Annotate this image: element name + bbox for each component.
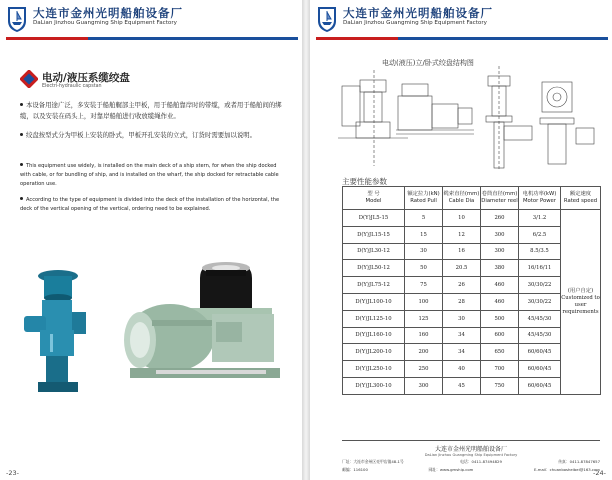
right-page [310, 0, 612, 480]
footer-company-cn: 大连市金州光明船舶设备厂 [434, 446, 507, 453]
en-paragraph-1: This equipment use widely, is installed on the main deck of a ship stern, for when the ship docked with cable, or for bundling of ship, and is installed on the wharf, the ship docked for retractable cable operation use. [20, 163, 279, 187]
header-color-bar [6, 37, 298, 40]
table-row: D(Y)JL5-15 5 10 260 3/1.2 (用户自定) Customized to user requirements [343, 210, 601, 227]
table-row: D(Y)JL250-10 250 40 700 60/60/45 [343, 361, 601, 378]
footer-email-link[interactable]: E-mail：chuanbosheibei@163.com [533, 467, 600, 472]
page-number-left: -23- [6, 469, 19, 477]
column-header: 卷筒直径(mm) Diameter reel [481, 187, 519, 210]
drawing-title: 电动(液压)立/卧式绞盘结构图 [382, 59, 474, 67]
footer-address-line: 厂址：大连市金州区亮甲店镇48-1号 电话：0411-87494829 传真：0411-87847657 [342, 459, 600, 464]
table-header-row [343, 187, 601, 210]
left-page [0, 0, 302, 480]
table-title: 主要性能参数 [342, 177, 387, 186]
spec-table [342, 186, 601, 395]
section-mark-icon [20, 70, 38, 88]
company-name-cn: 大连市金州光明船舶设备厂 [343, 6, 493, 20]
company-name-cn: 大连市金州光明船舶设备厂 [33, 6, 183, 20]
table-row: D(Y)JL300-10 300 45 750 60/60/45 [343, 377, 601, 394]
vertical-capstan-image [20, 262, 100, 398]
cn-paragraph-1: 本设备用途广泛，多安装于船舶艉部主甲板，用于船舶靠岸时的带缆，或者用于船舶间的绑缆，以及安装在码头上，对靠岸船舶进行收放缆绳作业。 [20, 101, 282, 120]
table-row: D(Y)JL30-12 30 16 300 8.5/3.5 [343, 243, 601, 260]
company-logo [316, 5, 338, 33]
column-header: 缆索直径(mm) Cable Dia [443, 187, 481, 210]
table-row: D(Y)JL15-15 15 12 300 6/2.5 [343, 226, 601, 243]
footer-contact-line: 邮编：116100 网址：www.gmship.com E-mail：chuanbosheibei@163.com [342, 467, 600, 472]
table-row: D(Y)JL200-10 200 34 650 60/60/45 [343, 344, 601, 361]
page-gutter [302, 0, 310, 480]
section-subtitle: Electri-hydraulic capstan [42, 84, 102, 89]
header-color-bar [316, 37, 608, 40]
column-header: 型 号 Model [343, 187, 405, 210]
table-row: D(Y)JL125-10 125 30 500 45/45/30 [343, 310, 601, 327]
footer-website-link[interactable]: 网址：www.gmship.com [428, 467, 474, 472]
company-name-en: DaLian Jinzhou Guangming Ship Equipment Factory [343, 20, 487, 26]
section-title: 电动/液压系缆绞盘 [42, 72, 130, 84]
column-header: 额定拉力(kN) Rated Pull [405, 187, 443, 210]
company-name-en: DaLian Jinzhou Guangming Ship Equipment Factory [33, 20, 177, 26]
en-paragraph-2: According to the type of equipment is divided into the deck of the installation of the horizontal, the deck of the vertical opening of the vertical, ordering need to be explained. [20, 197, 280, 212]
footer-company-en: DaLian Jinzhou Guangming Ship Equipment Factory [424, 453, 518, 457]
cn-paragraph-2: 绞盘按型式分为甲板上安装的卧式，甲板开孔安装的立式，订货时需要加以说明。 [20, 130, 282, 141]
capstan-structure-drawing [338, 66, 600, 170]
column-header: 额定速度 Rated speed [561, 187, 601, 210]
horizontal-capstan-image [112, 258, 286, 388]
table-row: D(Y)JL160-10 160 34 600 45/45/30 [343, 327, 601, 344]
table-row: D(Y)JL75-12 75 26 460 30/30/22 [343, 277, 601, 294]
page-number-right: -24- [593, 469, 606, 477]
speed-note-cell: (用户自定) Customized to user requirements [561, 210, 601, 395]
company-logo [6, 5, 28, 33]
table-row: D(Y)JL50-12 50 20.5 380 16/16/11 [343, 260, 601, 277]
table-row: D(Y)JL100-10 100 28 460 30/30/22 [343, 293, 601, 310]
column-header: 电机功率(kW) Motor Power [519, 187, 561, 210]
page-footer [342, 440, 600, 472]
